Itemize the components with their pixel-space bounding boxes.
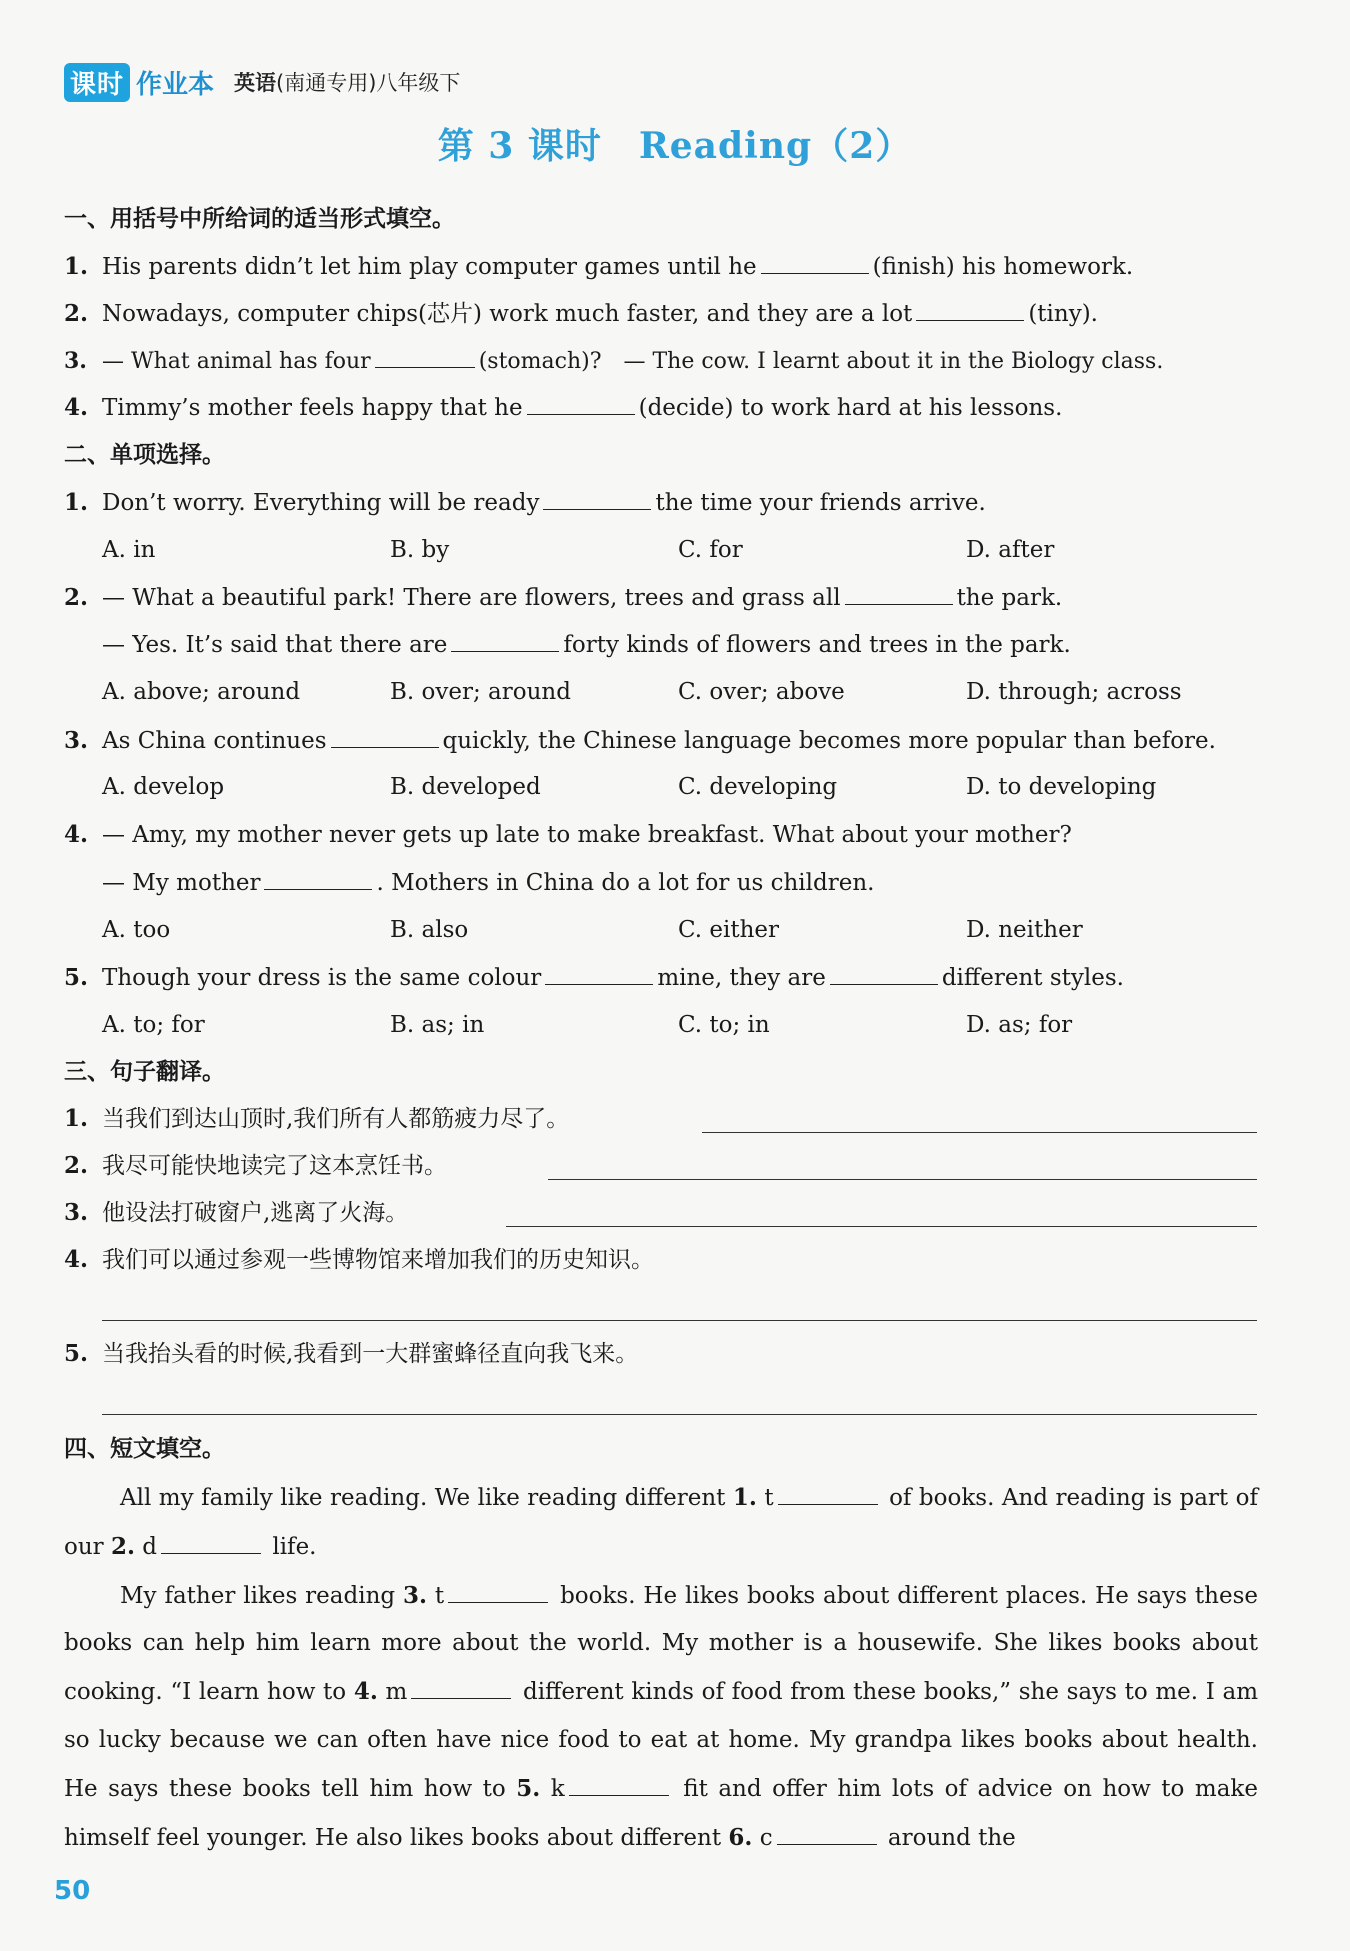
option-c[interactable]: C. to; in bbox=[678, 1012, 770, 1038]
mc-q2-line2: — Yes. It’s said that there are forty kinds of flowers and trees in the park. bbox=[102, 629, 1258, 660]
translate-item-4: 4. 我们可以通过参观一些博物馆来增加我们的历史知识。 bbox=[64, 1246, 654, 1273]
option-b[interactable]: B. developed bbox=[390, 774, 541, 800]
option-a[interactable]: A. develop bbox=[102, 774, 225, 800]
option-b[interactable]: B. by bbox=[390, 537, 450, 563]
logo-mark: 课时 bbox=[64, 63, 130, 102]
answer-line[interactable] bbox=[548, 1179, 1257, 1180]
option-a[interactable]: A. to; for bbox=[102, 1012, 205, 1038]
mc-q4-line1: 4. — Amy, my mother never gets up late to make breakfast. What about your mother? bbox=[64, 821, 1072, 848]
paragraph-1: All my family like reading. We like reading different 1. t of books. And reading is part of our 2. d life. bbox=[64, 1484, 1258, 1560]
answer-blank[interactable] bbox=[331, 725, 439, 748]
mc-q2-line1: 2. — What a beautiful park! There are flowers, trees and grass all the park. bbox=[64, 584, 1063, 611]
translate-item-5: 5. 当我抬头看的时候,我看到一大群蜜蜂径直向我飞来。 bbox=[64, 1340, 639, 1367]
option-b[interactable]: B. as; in bbox=[390, 1012, 485, 1038]
answer-blank[interactable] bbox=[527, 392, 635, 415]
answer-line[interactable] bbox=[102, 1320, 1257, 1321]
answer-blank[interactable] bbox=[777, 1822, 877, 1845]
answer-blank[interactable] bbox=[411, 1676, 511, 1699]
answer-blank[interactable] bbox=[375, 345, 475, 368]
section-2-heading: 二、单项选择。 bbox=[64, 442, 225, 468]
answer-blank[interactable] bbox=[569, 1773, 669, 1796]
option-b[interactable]: B. also bbox=[390, 917, 469, 943]
section-3-heading: 三、句子翻译。 bbox=[64, 1059, 225, 1085]
mc-q4-line2: — My mother . Mothers in China do a lot for us children. bbox=[102, 867, 1258, 898]
answer-blank[interactable] bbox=[545, 962, 653, 985]
section-1-heading: 一、用括号中所给词的适当形式填空。 bbox=[64, 206, 455, 232]
answer-blank[interactable] bbox=[264, 867, 372, 890]
option-a[interactable]: A. too bbox=[102, 917, 171, 943]
option-c[interactable]: C. developing bbox=[678, 774, 838, 800]
lesson-title: 第 3 课时 Reading（2） bbox=[437, 125, 913, 167]
section-4-heading: 四、短文填空。 bbox=[64, 1436, 225, 1462]
option-c[interactable]: C. either bbox=[678, 917, 780, 943]
option-d[interactable]: D. neither bbox=[966, 917, 1083, 943]
answer-blank[interactable] bbox=[830, 962, 938, 985]
answer-blank[interactable] bbox=[543, 487, 651, 510]
option-d[interactable]: D. after bbox=[966, 537, 1055, 563]
answer-line[interactable] bbox=[506, 1226, 1257, 1227]
answer-blank[interactable] bbox=[161, 1531, 261, 1554]
answer-line[interactable] bbox=[102, 1414, 1257, 1415]
answer-blank[interactable] bbox=[761, 251, 869, 274]
option-a[interactable]: A. above; around bbox=[102, 679, 301, 705]
answer-blank[interactable] bbox=[448, 1580, 548, 1603]
fill-item-1: 1. His parents didn’t let him play computer games until he (finish) his homework. bbox=[64, 253, 1134, 280]
page-number: 50 bbox=[54, 1876, 91, 1906]
option-d[interactable]: D. through; across bbox=[966, 679, 1182, 705]
fill-item-2: 2. Nowadays, computer chips(芯片) work much faster, and they are a lot (tiny). bbox=[64, 300, 1098, 327]
answer-blank[interactable] bbox=[916, 298, 1024, 321]
answer-blank[interactable] bbox=[845, 582, 953, 605]
logo bbox=[64, 63, 214, 102]
translate-item-1: 1. 当我们到达山顶时,我们所有人都筋疲力尽了。 bbox=[64, 1105, 570, 1132]
translate-item-2: 2. 我尽可能快地读完了这本烹饪书。 bbox=[64, 1152, 447, 1179]
header bbox=[64, 62, 460, 102]
logo-text: 作业本 bbox=[136, 69, 215, 100]
fill-item-3: 3. — What animal has four (stomach)? — The cow. I learnt about it in the Biology class. bbox=[64, 345, 1258, 377]
mc-q1: 1. Don’t worry. Everything will be ready the time your friends arrive. bbox=[64, 489, 986, 516]
option-d[interactable]: D. to developing bbox=[966, 774, 1157, 800]
cloze-passage bbox=[64, 1474, 1258, 1862]
mc-q5: 5. Though your dress is the same colour mine, they are different styles. bbox=[64, 964, 1124, 991]
translate-item-3: 3. 他设法打破窗户,逃离了火海。 bbox=[64, 1199, 409, 1226]
option-a[interactable]: A. in bbox=[102, 537, 156, 563]
option-c[interactable]: C. for bbox=[678, 537, 743, 563]
option-c[interactable]: C. over; above bbox=[678, 679, 845, 705]
answer-line[interactable] bbox=[702, 1132, 1257, 1133]
mc-q3: 3. As China continues quickly, the Chinese language becomes more popular than before. bbox=[64, 727, 1216, 754]
subject-label: 英语(南通专用)八年级下 bbox=[234, 71, 461, 95]
paragraph-2: My father likes reading 3. t books. He likes books about different places. He says these books can help him learn more about the world. My mother is a housewife. She likes books about cooking. “I learn how to 4. m different kinds of food from these books,” she says to me. I am so lucky because we can often have nice food to eat at home. My grandpa likes books about health. He says these books tell him how to 5. k fit and offer him lots of advice on how to make himself feel younger. He also likes books about different 6. c around the bbox=[64, 1581, 1258, 1851]
option-b[interactable]: B. over; around bbox=[390, 679, 571, 705]
fill-item-4: 4. Timmy’s mother feels happy that he (decide) to work hard at his lessons. bbox=[64, 394, 1063, 421]
option-d[interactable]: D. as; for bbox=[966, 1012, 1073, 1038]
answer-blank[interactable] bbox=[451, 629, 559, 652]
answer-blank[interactable] bbox=[778, 1482, 878, 1505]
